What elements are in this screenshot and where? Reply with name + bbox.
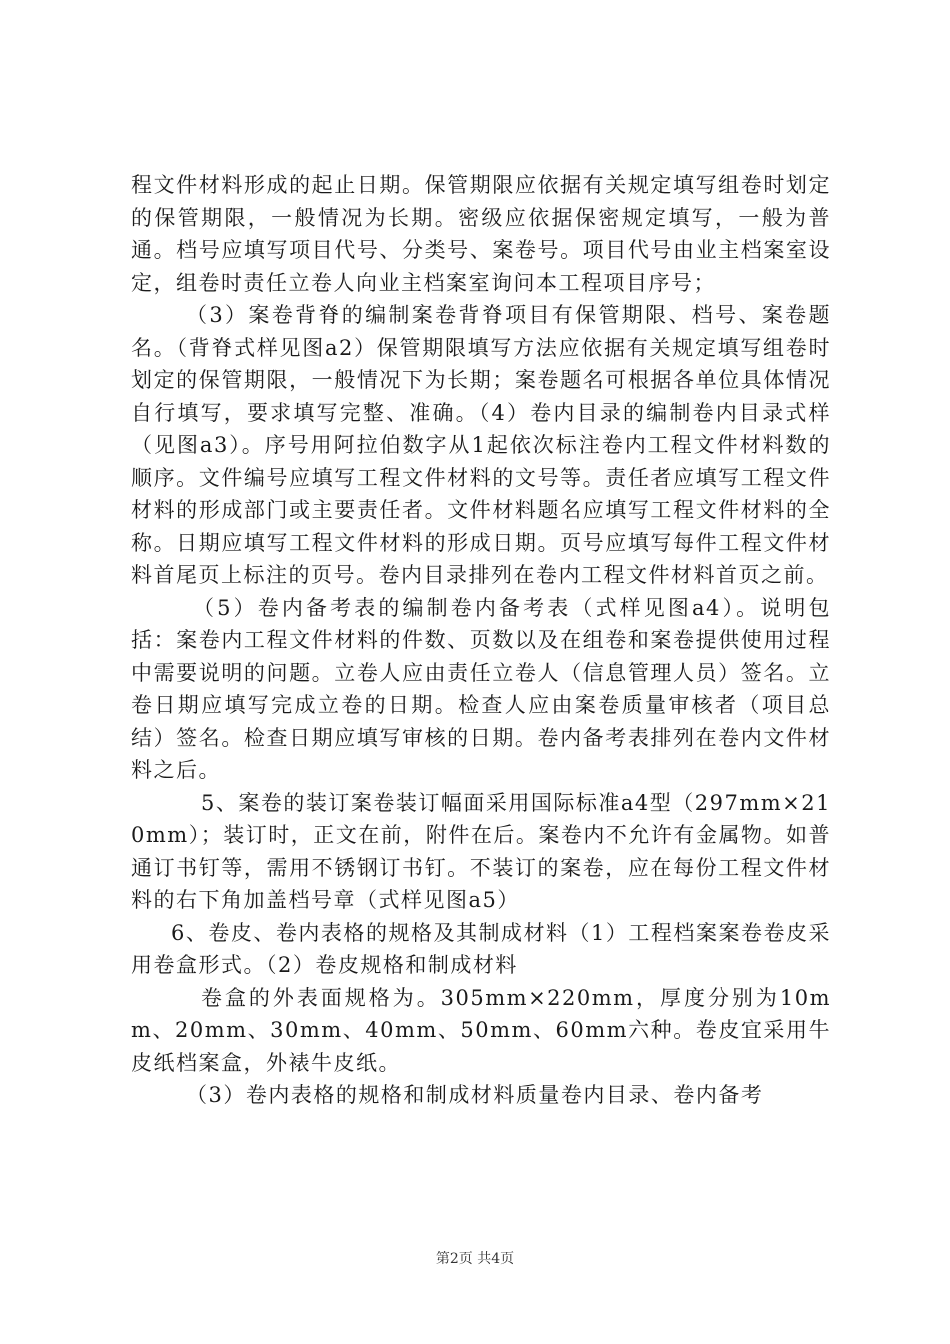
paragraph-cover-specs: 6、卷皮、卷内表格的规格及其制成材料（1）工程档案案卷卷皮采用卷盒形式。（2）卷皮规格和制成材料 xyxy=(131,920,831,977)
document-body xyxy=(131,169,831,1112)
paragraph-box-dimensions: 卷盒的外表面规格为。305mm×220mm，厚度分别为10mm、20mm、30mm、40mm、50mm、60mm六种。卷皮宜采用牛皮纸档案盒，外裱牛皮纸。 xyxy=(131,985,831,1075)
paragraph-spine-and-catalog: （3）案卷背脊的编制案卷背脊项目有保管期限、档号、案卷题名。（背脊式样见图a2）保管期限填写方法应依据有关规定填写组卷时划定的保管期限，一般情况下为长期；案卷题名可根据各单位具体情况自行填写，要求填写完整、准确。（4）卷内目录的编制卷内目录式样（见图a3）。序号用阿拉伯数字从1起依次标注卷内工程文件材料数的顺序。文件编号应填写工程文件材料的文号等。责任者应填写工程文件材料的形成部门或主要责任者。文件材料题名应填写工程文件材料的全称。日期应填写工程文件材料的形成日期。页号应填写每件工程文件材料首尾页上标注的页号。卷内目录排列在卷内工程文件材料首页之前。 xyxy=(131,303,831,587)
paragraph-table-specs: （3）卷内表格的规格和制成材料质量卷内目录、卷内备考 xyxy=(186,1083,764,1107)
paragraph-binding: 5、案卷的装订案卷装订幅面采用国际标准a4型（297mm×210mm）；装订时，正文在前，附件在后。案卷内不允许有金属物。如普通订书钉等，需用不锈钢订书钉。不装订的案卷，应在每份工程文件材料的右下角加盖档号章（式样见图a5） xyxy=(131,790,831,912)
paragraph-remarks-table: （5）卷内备考表的编制卷内备考表（式样见图a4）。说明包括：案卷内工程文件材料的件数、页数以及在组卷和案卷提供使用过程中需要说明的问题。立卷人应由责任立卷人（信息管理人员）签名。立卷日期应填写完成立卷的日期。检查人应由案卷质量审核者（项目总结）签名。检查日期应填写审核的日期。卷内备考表排列在卷内文件材料之后。 xyxy=(131,595,831,782)
page-number-footer: 第2页 共4页 xyxy=(435,1251,515,1267)
paragraph-retention-and-archive-number: 程文件材料形成的起止日期。保管期限应依据有关规定填写组卷时划定的保管期限，一般情况为长期。密级应依据保密规定填写，一般为普通。档号应填写项目代号、分类号、案卷号。项目代号由业主档案室设定，组卷时责任立卷人向业主档案室询问本工程项目序号； xyxy=(131,173,831,295)
